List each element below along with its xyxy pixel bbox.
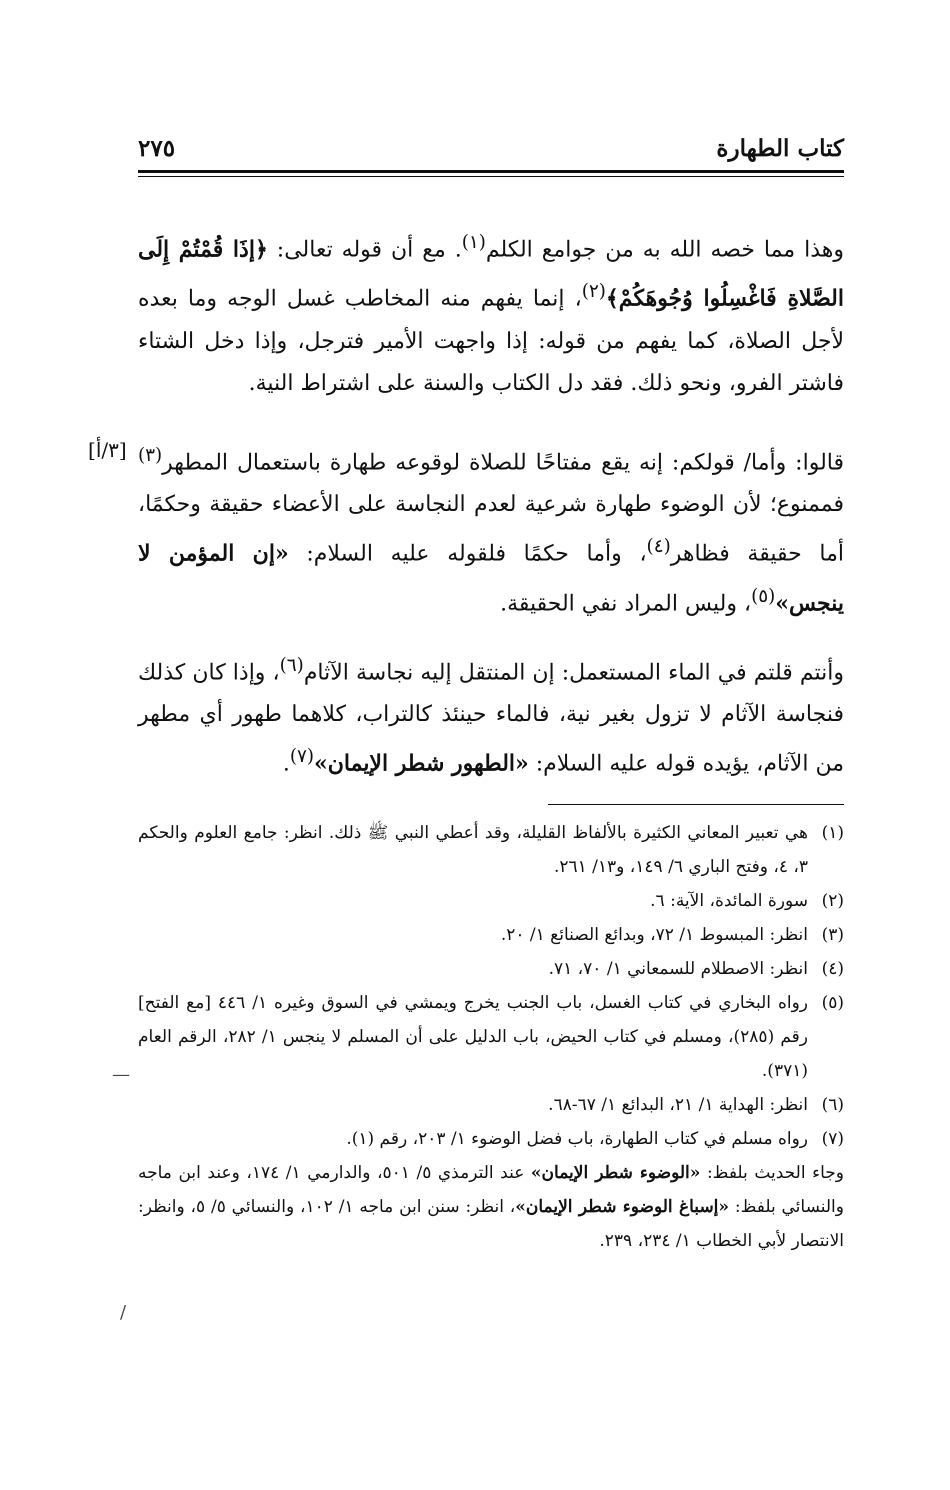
header-rule <box>138 170 844 173</box>
footnote-ref-4[interactable]: (٤) <box>646 536 671 558</box>
footnote-text: رواه البخاري في كتاب الغسل، باب الجنب يخرج ويمشي في السوق وغيره ١/ ٤٤٦ [مع الفتح] رقم (٢٨٥)، ومسلم في كتاب الحيض، باب الدليل على أن المسلم لا ينجس ١/ ٢٨٢، الرقم العام (٣٧١). <box>138 993 808 1081</box>
footnotes-section <box>138 816 844 1258</box>
footnote-ref-2[interactable]: (٢) <box>581 281 606 303</box>
footnote-separator <box>548 804 844 805</box>
text-run: ، وإذا كان كذلك فنجاسة الآثام لا تزول بغير نية، فالماء حينئذ كالتراب، كلاهما طهور أي مطهر من الآثام، يؤيده قوله عليه السلام: <box>138 660 844 777</box>
page-number: ٢٧٥ <box>138 135 176 162</box>
hadith-quote: «الوضوء شطر الإيمان» <box>530 1163 701 1183</box>
paragraph-3 <box>138 645 844 786</box>
scan-mark: / <box>120 1302 127 1323</box>
quran-verse: ﴿إذَا قُمْتُمْ إِلَى الصَّلاةِ فَاغْسِلُوا وُجُوهَكُمْ﴾ <box>138 236 844 312</box>
footnote-continuation <box>138 1156 844 1258</box>
footnote-ref-5[interactable]: (٥) <box>751 585 776 607</box>
paragraph-1 <box>138 222 844 405</box>
footnote-text: رواه مسلم في كتاب الطهارة، باب فضل الوضوء ١/ ٢٠٣، رقم (١). <box>346 1129 808 1149</box>
text-run: ، انظر: سنن ابن ماجه ١/ ١٠٢، والنسائي ٥/ ٥، وانظر: الانتصار لأبي الخطاب ١/ ٢٣٤، ٢٣٩. <box>138 1197 844 1251</box>
manuscript-folio-marker: [٣/أ] <box>88 438 127 462</box>
footnote-item <box>138 952 844 986</box>
text-run: وهذا مما خصه الله به من جوامع الكلم <box>485 237 844 263</box>
text-run: عند الترمذي ٥/ ٥٠١، والدارمي ١/ ١٧٤، وعند ابن ماجه والنسائي بلفظ: <box>138 1163 844 1217</box>
hadith-quote: «إسباغ الوضوء شطر الإيمان» <box>515 1197 730 1217</box>
text-run: وجاء الحديث بلفظ: <box>700 1163 844 1183</box>
footnote-number: (٢) <box>821 891 844 911</box>
hadith-quote: «الطهور شطر الإيمان» <box>313 750 529 777</box>
footnote-number: (٥) <box>821 993 844 1013</box>
footnote-text: انظر: الاصطلام للسمعاني ١/ ٧٠، ٧١. <box>548 959 808 979</box>
footnote-item <box>138 816 844 884</box>
footnote-item <box>138 1088 844 1122</box>
text-run: وأنتم قلتم في الماء المستعمل: إن المنتقل إليه نجاسة الآثام <box>303 660 845 686</box>
footnote-text: انظر: المبسوط ١/ ٧٢، وبدائع الصنائع ١/ ٢٠. <box>500 925 808 945</box>
text-run: فممنوع؛ لأن الوضوء طهارة شرعية لعدم النجاسة على الأعضاء حقيقة وحكمًا، أما حقيقة فظاهر <box>138 492 844 567</box>
footnote-item <box>138 884 844 918</box>
text-run: . مع أن قوله تعالى: <box>267 237 462 263</box>
footnote-item <box>138 1122 844 1156</box>
hadith-quote: «إن المؤمن لا ينجس» <box>138 540 844 616</box>
paragraph-2 <box>138 435 844 625</box>
footnote-text: سورة المائدة، الآية: ٦. <box>650 891 808 911</box>
footnote-ref-1[interactable]: (١) <box>461 232 486 253</box>
footnote-number: (١) <box>821 823 844 843</box>
page-header <box>138 122 844 162</box>
header-rule-thin <box>138 176 844 177</box>
text-run: قالوا: وأما/ قولكم: إنه يقع مفتاحًا للصلاة لوقوعه طهارة باستعمال المطهر <box>162 450 844 476</box>
footnote-item <box>138 986 844 1088</box>
scan-mark: — <box>112 1064 130 1085</box>
footnote-number: (٤) <box>821 959 844 979</box>
footnote-number: (٣) <box>821 925 844 945</box>
text-run: ، وليس المراد نفي الحقيقة. <box>500 590 752 616</box>
footnote-text: انظر: الهداية ١/ ٢١، البدائع ١/ ٦٧-٦٨. <box>548 1095 808 1115</box>
text-run: ، إنما يفهم منه المخاطب غسل الوجه وما بعده لأجل الصلاة، كما يفهم من قوله: إذا واجهت الأمير فترجل، وإذا دخل الشتاء فاشتر الفرو، ونحو ذلك. فقد دل الكتاب والسنة على اشتراط النية. <box>138 286 844 396</box>
footnote-item <box>138 918 844 952</box>
text-run: . <box>282 751 290 777</box>
running-title: كتاب الطهارة <box>716 135 844 162</box>
footnote-ref-6[interactable]: (٦) <box>279 655 304 676</box>
footnote-ref-3[interactable]: (٣) <box>138 445 163 466</box>
footnote-text: هي تعبير المعاني الكثيرة بالألفاظ القليلة، وقد أعطي النبي ﷺ ذلك. انظر: جامع العلوم والحكم ٣، ٤، وفتح الباري ٦/ ١٤٩، و١٣/ ٢٦١. <box>138 823 808 877</box>
footnote-ref-7[interactable]: (٧) <box>289 746 314 768</box>
footnote-number: (٦) <box>821 1095 844 1115</box>
footnote-number: (٧) <box>821 1129 844 1149</box>
text-run: ، وأما حكمًا فلقوله عليه السلام: <box>288 541 647 567</box>
